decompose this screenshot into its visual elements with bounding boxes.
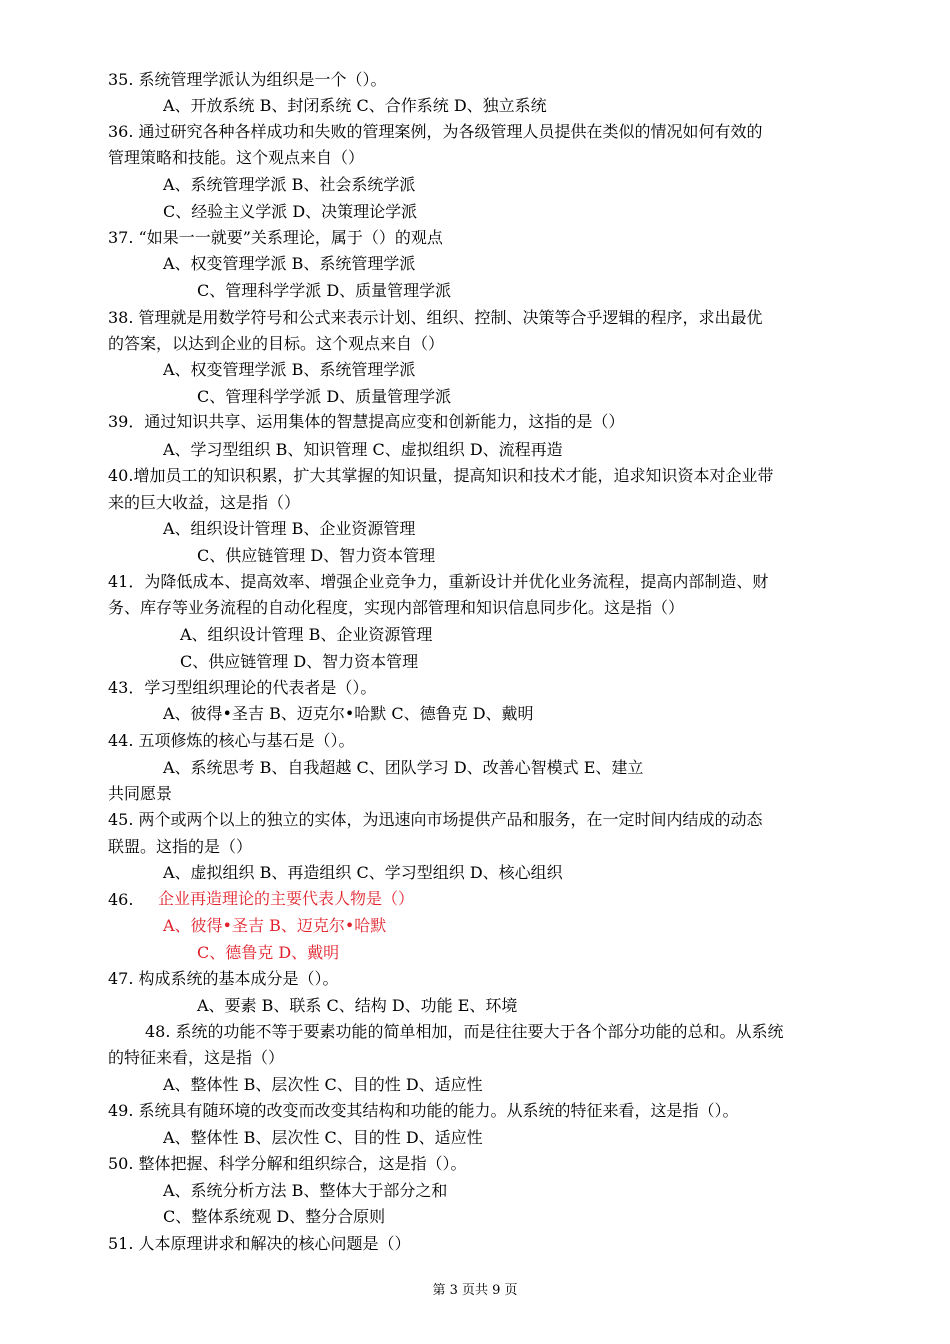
q46-stem: 企业再造理论的主要代表人物是（） [158,889,415,908]
q39-stem: 39．通过知识共享、运用集体的智慧提高应变和创新能力，这指的是（） [108,412,625,431]
q35-options: A、开放系统 B、封闭系统 C、合作系统 D、独立系统 [163,96,547,115]
q41-options-2: C、供应链管理 D、智力资本管理 [180,652,419,671]
q47-stem: 47. 构成系统的基本成分是（）。 [108,969,339,988]
q36-stem-1: 36. 通过研究各种各样成功和失败的管理案例，为各级管理人员提供在类似的情况如何有效的 [108,122,763,141]
q40-stem-2: 来的巨大收益，这是指（） [108,493,301,512]
q38-stem-2: 的答案，以达到企业的目标。这个观点来自（） [108,334,445,353]
q49-stem: 49. 系统具有随环境的改变而改变其结构和功能的能力。从系统的特征来看，这是指（）。 [108,1101,739,1120]
q38-options-2: C、管理科学学派 D、质量管理学派 [197,387,452,406]
q40-options-2: C、供应链管理 D、智力资本管理 [197,546,436,565]
q37-stem: 37. “如果一一就要”关系理论，属于（）的观点 [108,228,443,247]
q38-stem-1: 38. 管理就是用数学符号和公式来表示计划、组织、控制、决策等合乎逻辑的程序，求出最优 [108,308,763,327]
q49-options: A、整体性 B、层次性 C、目的性 D、适应性 [163,1128,483,1147]
q44-options-2: 共同愿景 [108,784,173,803]
q37-options-2: C、管理科学学派 D、质量管理学派 [197,281,452,300]
q36-options-2: C、经验主义学派 D、决策理论学派 [163,202,418,221]
q51-stem: 51. 人本原理讲求和解决的核心问题是（） [108,1234,411,1253]
q41-stem-1: 41．为降低成本、提高效率、增强企业竞争力，重新设计并优化业务流程，提高内部制造、财 [108,572,769,591]
q50-options-2: C、整体系统观 D、整分合原则 [163,1207,386,1226]
q39-options: A、学习型组织 B、知识管理 C、虚拟组织 D、流程再造 [163,440,563,459]
q35-stem: 35. 系统管理学派认为组织是一个（）。 [108,70,387,89]
q46-options-1: A、彼得•圣吉 B、迈克尔•哈默 [163,916,387,935]
q44-stem: 44. 五项修炼的核心与基石是（）。 [108,731,355,750]
q44-options-1: A、系统思考 B、自我超越 C、团队学习 D、改善心智模式 E、建立 [163,758,644,777]
q40-stem-1: 40.增加员工的知识积累，扩大其掌握的知识量，提高知识和技术才能，追求知识资本对企业带 [108,466,774,485]
q40-options-1: A、组织设计管理 B、企业资源管理 [163,519,416,538]
q36-stem-2: 管理策略和技能。这个观点来自（） [108,148,365,167]
q46-number: 46. [108,890,134,909]
q43-stem: 43．学习型组织理论的代表者是（）。 [108,678,377,697]
q45-options: A、虚拟组织 B、再造组织 C、学习型组织 D、核心组织 [163,863,563,882]
q36-options-1: A、系统管理学派 B、社会系统学派 [163,175,416,194]
q48-stem-2: 的特征来看，这是指（） [108,1048,285,1067]
q45-stem-1: 45. 两个或两个以上的独立的实体，为迅速向市场提供产品和服务，在一定时间内结成的动态 [108,810,763,829]
q45-stem-2: 联盟。这指的是（） [108,837,253,856]
q41-stem-2: 务、库存等业务流程的自动化程度，实现内部管理和知识信息同步化。这是指（） [108,598,685,617]
q48-stem-1: 48. 系统的功能不等于要素功能的简单相加，而是往往要大于各个部分功能的总和。从系统 [145,1022,784,1041]
q38-options-1: A、权变管理学派 B、系统管理学派 [163,360,416,379]
q50-options-1: A、系统分析方法 B、整体大于部分之和 [163,1181,448,1200]
q46-options-2: C、德鲁克 D、戴明 [197,943,340,962]
q43-options: A、彼得•圣吉 B、迈克尔•哈默 C、德鲁克 D、戴明 [163,704,534,723]
q41-options-1: A、组织设计管理 B、企业资源管理 [180,625,433,644]
page-footer: 第 3 页共 9 页 [432,1283,518,1298]
q37-options-1: A、权变管理学派 B、系统管理学派 [163,254,416,273]
q48-options: A、整体性 B、层次性 C、目的性 D、适应性 [163,1075,483,1094]
q50-stem: 50. 整体把握、科学分解和组织综合，这是指（）。 [108,1154,467,1173]
q47-options: A、要素 B、联系 C、结构 D、功能 E、环境 [197,996,518,1015]
